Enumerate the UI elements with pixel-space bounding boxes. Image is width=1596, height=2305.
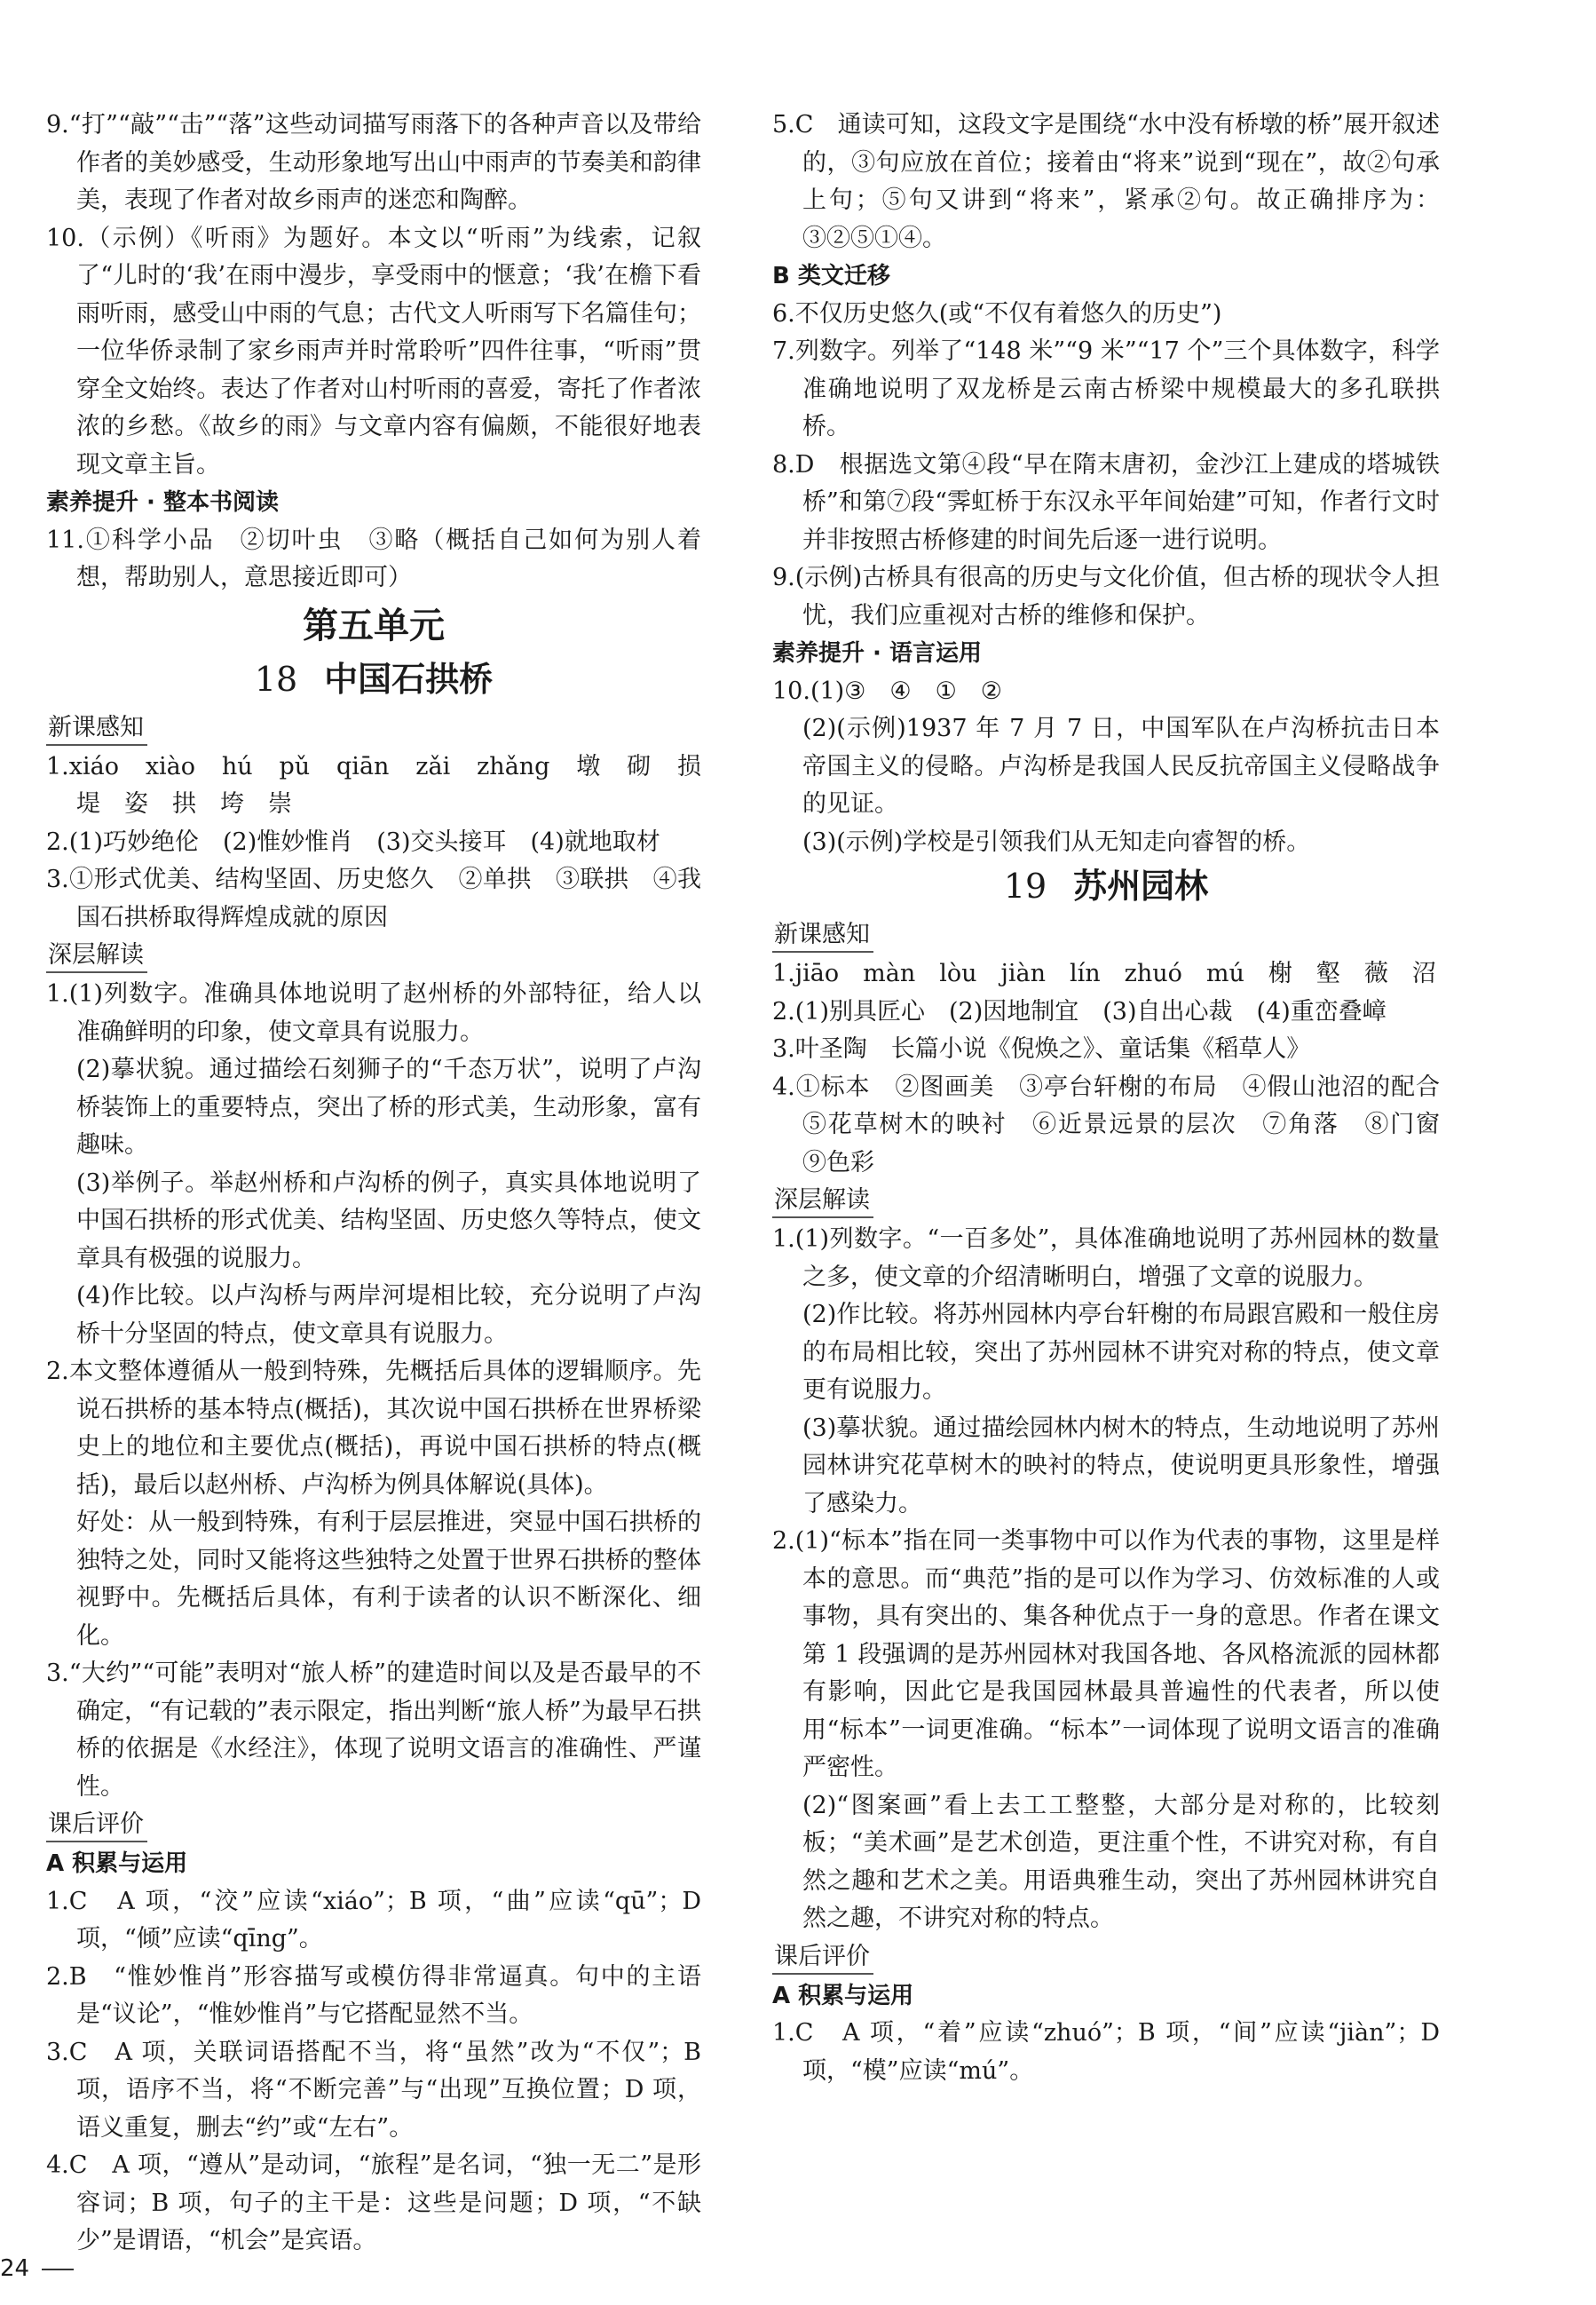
exercise-2: 2.B “惟妙惟肖”形容描写或模仿得非常逼真。句中的主语是“议论”，“惟妙惟肖”与它搭配显然不当。 [46, 1962, 701, 2028]
lesson-18-heading [46, 654, 701, 704]
exercise-10-2: (2)(示例)1937 年 7 月 7 日，中国军队在卢沟桥抗击日本帝国主义的侵略。卢沟桥是我国人民反抗帝国主义侵略战争的见证。 [802, 715, 1440, 818]
preview-3: 3.叶圣陶 长篇小说《倪焕之》、童话集《稻草人》 [772, 1035, 1311, 1063]
page-number [0, 2255, 74, 2282]
exercise-4: 4.C A 项，“遵从”是动词，“旅程”是名词，“独一无二”是形容词；B 项，句子的主干是：这些是问题；D 项，“不缺少”是谓语，“机会”是宾语。 [46, 2151, 701, 2254]
deep-1-3: (3)摹状貌。通过描绘园林内树木的特点，生动地说明了苏州园林讲究花草树木的映衬的特点，使说明更具形象性，增强了感染力。 [802, 1414, 1440, 1517]
lesson-number: 19 [1003, 867, 1047, 906]
exercise-3: 3.C A 项，关联词语搭配不当，将“虽然”改为“不仅”；B 项，语序不当，将“不断完善”与“出现”互换位置；D 项，语义重复，删去“约”或“左右”。 [46, 2038, 701, 2142]
exercise-5: 5.C 通读可知，这段文字是围绕“水中没有桥墩的桥”展开叙述的，③句应放在首位；接着由“将来”说到“现在”，故②句承上句；⑤句又讲到“将来”，紧承②句。故正确排序为：③②⑤①④。 [772, 111, 1440, 252]
exercise-10-3: (3)(示例)学校是引领我们从无知走向睿智的桥。 [802, 828, 1311, 856]
left-column [46, 107, 725, 2261]
answer-10: 10.（示例）《听雨》为题好。本文以“听雨”为线索，记叙了“儿时的‘我’在雨中漫步，享受雨中的惬意；‘我’在檐下看雨听雨，感受山中雨的气息；古代文人听雨写下名篇佳句；一位华侨录制了家乡雨声并时常聆听”四件往事，“听雨”贯穿全文始终。表达了作者对山村听雨的喜爱，寄托了作者浓浓的乡愁。《故乡的雨》与文章内容有偏颇，不能很好地表现文章主旨。 [46, 224, 701, 479]
answer-9: 9.“打”“敲”“击”“落”这些动词描写雨落下的各种声音以及带给作者的美妙感受，生动形象地写出山中雨声的节奏美和韵律美，表现了作者对故乡雨声的迷恋和陶醉。 [46, 111, 701, 214]
deep-2-1: 2.(1)“标本”指在同一类事物中可以作为代表的事物，这里是样本的意思。而“典范”指的是可以作为学习、仿效标准的人或事物，具有突出的、集各种优点于一身的意思。作者在课文第 1 段强调的是苏州园林对我国各地、各风格流派的园林都有影响，因此它是我国园林最具普遍性的代表者，所以使用“标本”一词更准确。“标本”一词体现了说明文语言的准确严密性。 [772, 1527, 1440, 1781]
tag-after-class: 课后评价 [772, 1941, 873, 1975]
deep-1-2: (2)作比较。将苏州园林内亭台轩榭的布局跟宫殿和一般住房的布局相比较，突出了苏州园林不讲究对称的特点，使文章更有说服力。 [802, 1301, 1440, 1404]
section-heading-whole-book: 素养提升 · 整本书阅读 [46, 489, 279, 516]
preview-1: 1.jiāo màn lòu jiàn lín zhuó mú 榭 壑 薇 沼 [772, 960, 1436, 987]
deep-1-4: (4)作比较。以卢沟桥与两岸河堤相比较，充分说明了卢沟桥十分坚固的特点，使文章具有说服力。 [76, 1282, 701, 1348]
preview-2: 2.(1)巧妙绝伦 (2)惟妙惟肖 (3)交头接耳 (4)就地取材 [46, 828, 660, 856]
section-heading-language: 素养提升 · 语言运用 [772, 640, 982, 667]
section-heading-a: A 积累与运用 [772, 1982, 914, 2009]
deep-2: 2.本文整体遵循从一般到特殊，先概括后具体的逻辑顺序。先说石拱桥的基本特点(概括)，其次说中国石拱桥在世界桥梁史上的地位和主要优点(概括)，再说中国石拱桥的特点(概括)，最后以赵州桥、卢沟桥为例具体解说(具体)。 [46, 1358, 701, 1499]
exercise-7: 7.列数字。列举了“148 米”“9 米”“17 个”三个具体数字，科学准确地说明了双龙桥是云南古桥梁中规模最大的多孔联拱桥。 [772, 337, 1440, 440]
unit-title: 第五单元 [303, 604, 445, 646]
deep-1-3: (3)举例子。举赵州桥和卢沟桥的例子，真实具体地说明了中国石拱桥的形式优美、结构坚固、历史悠久等特点，使文章具有极强的说服力。 [76, 1168, 701, 1272]
exercise-8: 8.D 根据选文第④段“早在隋末唐初，金沙江上建成的塔城铁桥”和第⑦段“霁虹桥于东汉永平年间始建”可知，作者行文时并非按照古桥修建的时间先后逐一进行说明。 [772, 450, 1440, 554]
tag-new-lesson: 新课感知 [772, 919, 873, 953]
lesson-19-heading [772, 861, 1440, 911]
deep-1-1: 1.(1)列数字。“一百多处”，具体准确地说明了苏州园林的数量之多，使文章的介绍清晰明白，增强了文章的说服力。 [772, 1225, 1440, 1291]
tag-after-class: 课后评价 [46, 1809, 147, 1842]
deep-1-2: (2)摹状貌。通过描绘石刻狮子的“千态万状”，说明了卢沟桥装饰上的重要特点，突出了桥的形式美，生动形象，富有趣味。 [76, 1056, 701, 1159]
lesson-title: 中国石拱桥 [324, 659, 494, 699]
answer-11: 11.①科学小品 ②切叶虫 ③略（概括自己如何为别人着想，帮助别人，意思接近即可） [46, 526, 701, 591]
preview-1: 1.xiáo xiào hú pǔ qiān zǎi zhǎng 墩 砌 损 堤 姿 拱 垮 崇 [46, 752, 725, 818]
tag-deep-reading: 深层解读 [46, 939, 147, 973]
section-heading-a: A 积累与运用 [46, 1850, 188, 1877]
preview-3: 3.①形式优美、结构坚固、历史悠久 ②单拱 ③联拱 ④我国石拱桥取得辉煌成就的原因 [46, 866, 701, 931]
page-number-rule [42, 2269, 74, 2270]
exercise-1: 1.C A 项，“着”应读“zhuó”；B 项，“间”应读“jiàn”；D 项，“模”应读“mú”。 [772, 2019, 1440, 2085]
exercise-6: 6.不仅历史悠久(或“不仅有着悠久的历史”) [772, 299, 1222, 328]
deep-2-2: (2)“图案画”看上去工工整整，大部分是对称的，比较刻板；“美术画”是艺术创造，更注重个性，不讲究对称，有自然之趣和艺术之美。用语典雅生动，突出了苏州园林讲究自然之趣，不讲究对称的特点。 [802, 1791, 1440, 1932]
exercise-9: 9.(示例)古桥具有很高的历史与文化价值，但古桥的现状令人担忧，我们应重视对古桥的维修和保护。 [772, 564, 1440, 630]
deep-2-benefit: 好处：从一般到特殊，有利于层层推进，突显中国石拱桥的独特之处，同时又能将这些独特之处置于世界石拱桥的整体视野中。先概括后具体，有利于读者的认识不断深化、细化。 [76, 1509, 701, 1650]
tag-deep-reading: 深层解读 [772, 1184, 873, 1218]
section-heading-b: B 类文迁移 [772, 263, 890, 289]
lesson-number: 18 [254, 659, 298, 699]
tag-new-lesson: 新课感知 [46, 712, 147, 746]
right-column [772, 107, 1464, 2090]
deep-3: 3.“大约”“可能”表明对“旅人桥”的建造时间以及是否最早的不确定，“有记载的”表示限定，指出判断“旅人桥”为最早石拱桥的依据是《水经注》，体现了说明文语言的准确性、严谨性。 [46, 1659, 701, 1801]
exercise-1: 1.C A 项，“洨”应读“xiáo”；B 项，“曲”应读“qū”；D 项，“倾”应读“qīng”。 [46, 1887, 701, 1953]
preview-2: 2.(1)别具匠心 (2)因地制宜 (3)自出心裁 (4)重峦叠嶂 [772, 997, 1387, 1026]
deep-1-1: 1.(1)列数字。准确具体地说明了赵州桥的外部特征，给人以准确鲜明的印象，使文章具有说服力。 [46, 980, 701, 1046]
lesson-title: 苏州园林 [1073, 867, 1209, 906]
page-number-text: 24 [0, 2255, 30, 2282]
preview-4: 4.①标本 ②图画美 ③亭台轩榭的布局 ④假山池沼的配合 ⑤花草树木的映衬 ⑥近景远景的层次 ⑦角落 ⑧门窗 ⑨色彩 [772, 1073, 1464, 1176]
exercise-10-1: 10.(1)③ ④ ① ② [772, 677, 1003, 705]
